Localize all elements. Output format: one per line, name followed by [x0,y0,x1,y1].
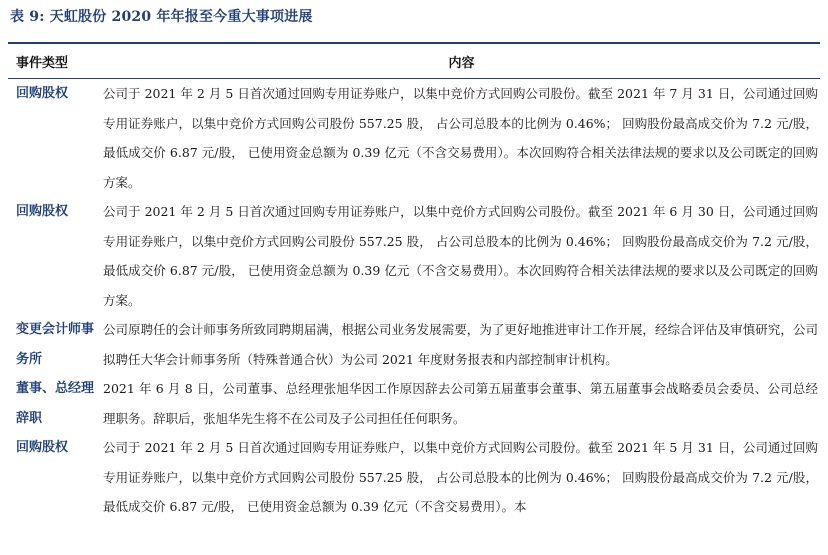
event-content: 2021 年 6 月 8 日，公司董事、总经理张旭华因工作原因辞去公司第五届董事会董事、第五届董事会战略委员会委员、公司总经理职务。辞职后，张旭华先生将不在公司及子公司担任任何职务。 [103,381,818,426]
table-row [8,433,820,522]
event-type: 董事、总经理辞职 [16,381,95,426]
event-content: 公司于 2021 年 2 月 5 日首次通过回购专用证券账户，以集中竞价方式回购公司股份。截至 2021 年 5 月 31 日，公司通过回购专用证券账户，以集中竞价方式回购公司股份 557.25 股， 占公司总股本的比例为 0.46%； 回购股份最高成交价为 7.2 元/股， 最低成交价 6.87 元/股， 已使用资金总额为 0.39 亿元（不含交易费用）。本 [103,440,818,514]
table-row [8,374,820,433]
event-type: 变更会计师事务所 [16,322,95,367]
table-row [8,197,820,315]
table-header [8,44,820,79]
event-content: 公司于 2021 年 2 月 5 日首次通过回购专用证券账户，以集中竞价方式回购公司股份。截至 2021 年 6 月 30 日，公司通过回购专用证券账户，以集中竞价方式回购公司股份 557.25 股， 占公司总股本的比例为 0.46%； 回购股份最高成交价为 7.2 元/股， 最低成交价 6.87 元/股， 已使用资金总额为 0.39 亿元（不含交易费用）。本次回购符合相关法律法规的要求以及公司既定的回购方案。 [103,204,818,308]
table-title: 表 9: 天虹股份 2020 年年报至今重大事项进展 [10,9,313,25]
event-content: 公司原聘任的会计师事务所致同聘期届满，根据公司业务发展需要，为了更好地推进审计工作开展，经综合评估及审慎研究，公司拟聘任大华会计师事务所（特殊普通合伙）为公司 2021 年度财务报表和内部控制审计机构。 [103,322,818,367]
event-type: 回购股权 [16,86,69,101]
events-table [8,42,820,522]
header-event-type: 事件类型 [16,55,69,71]
event-content: 公司于 2021 年 2 月 5 日首次通过回购专用证券账户，以集中竞价方式回购公司股份。截至 2021 年 7 月 31 日，公司通过回购专用证券账户，以集中竞价方式回购公司股份 557.25 股， 占公司总股本的比例为 0.46%； 回购股份最高成交价为 7.2 元/股， 最低成交价 6.87 元/股， 已使用资金总额为 0.39 亿元（不含交易费用）。本次回购符合相关法律法规的要求以及公司既定的回购方案。 [103,86,818,190]
header-content: 内容 [448,55,475,71]
table-row [8,79,820,197]
event-type: 回购股权 [16,204,69,219]
table-row [8,315,820,374]
event-type: 回购股权 [16,440,69,455]
